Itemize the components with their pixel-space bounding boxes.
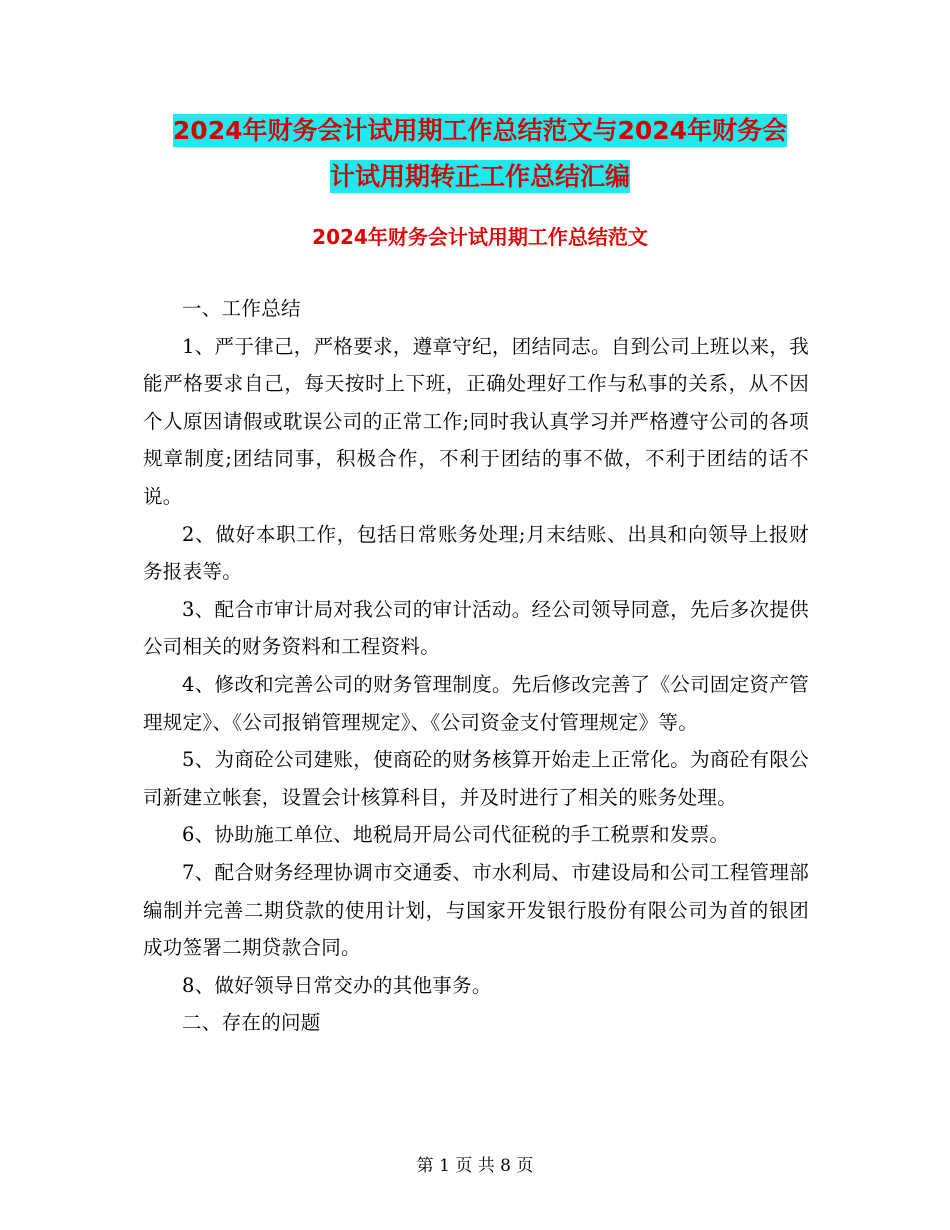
title-line-1: 2024年财务会计试用期工作总结范文与2024年财务会 <box>172 116 788 145</box>
title-line-2: 计试用期转正工作总结汇编 <box>329 162 630 191</box>
section-title: 2024年财务会计试用期工作总结范文 <box>312 225 648 249</box>
paragraph-8: 8、做好领导日常交办的其他事务。 <box>182 973 492 997</box>
paragraph-6: 6、协助施工单位、地税局开局公司代征税的手工税票和发票。 <box>182 823 730 847</box>
paragraph-1: 1、严于律己，严格要求，遵章守纪，团结同志。自到公司上班以来，我能严格要求自己，每天按时上下班，正确处理好工作与私事的关系，从不因个人原因请假或耽误公司的正常工作;同时我认真学习并严格遵守公司的各项规章制度;团结同事，积极合作，不利于团结的事不做，不利于团结的话不说。 <box>143 334 809 508</box>
paragraph-5: 5、为商砼公司建账，使商砼的财务核算开始走上正常化。为商砼有限公司新建立帐套，设置会计核算科目，并及时进行了相关的账务处理。 <box>143 748 809 809</box>
footer-total-pages: 8 <box>500 1156 511 1176</box>
footer-prefix: 第 <box>416 1156 434 1176</box>
paragraph-7: 7、配合财务经理协调市交通委、市水利局、市建设局和公司工程管理部编制并完善二期贷款的使用计划，与国家开发银行股份有限公司为首的银团成功签署二期贷款合同。 <box>143 860 809 960</box>
document-title <box>140 108 820 200</box>
paragraph-2: 2、做好本职工作，包括日常账务处理;月末结账、出具和向领导上报财务报表等。 <box>143 522 809 584</box>
page-footer <box>0 1154 950 1178</box>
footer-middle: 页 共 <box>455 1156 495 1176</box>
footer-suffix: 页 <box>516 1156 534 1176</box>
heading-existing-problems: 二、存在的问题 <box>182 1011 321 1035</box>
paragraph-4: 4、修改和完善公司的财务管理制度。先后修改完善了《公司固定资产管理规定》、《公司报销管理规定》、《公司资金支付管理规定》等。 <box>143 672 809 734</box>
heading-work-summary: 一、工作总结 <box>182 297 301 320</box>
footer-page-number: 1 <box>439 1156 450 1176</box>
paragraph-3: 3、配合市审计局对我公司的审计活动。经公司领导同意，先后多次提供公司相关的财务资料和工程资料。 <box>143 597 809 659</box>
document-body <box>143 290 809 1042</box>
